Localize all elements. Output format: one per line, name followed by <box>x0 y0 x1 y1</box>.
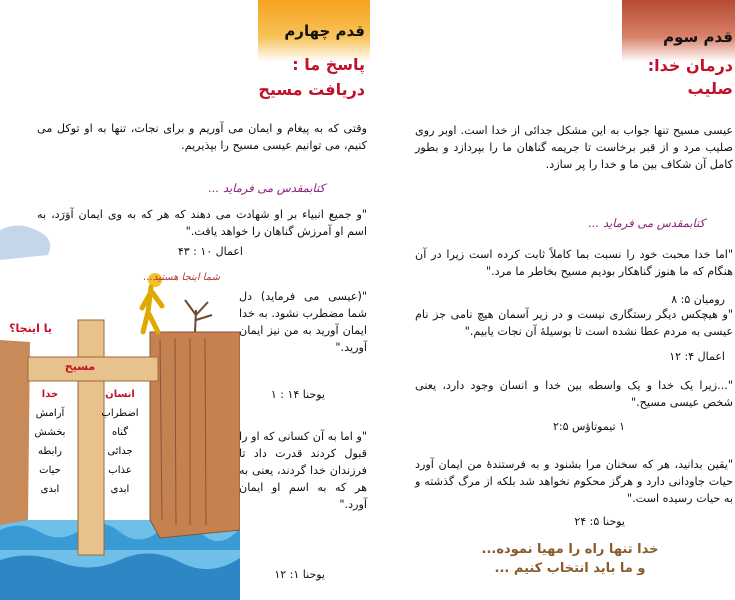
man-item: اضطراب <box>101 408 139 419</box>
left-verse1-ref: اعمال ۱۰ : ۴۳ <box>177 245 243 258</box>
right-verse1-text: "اما خدا محبت خود را نسبت بما کاملاً ثابت کرده است زیرا در آن هنگام که ما هنوز گناهکار بودیم مسیح بخاطر ما مرد." <box>415 248 733 278</box>
left-verse2-ref: یوحنا ۱۴ : ۱ <box>270 388 325 401</box>
god-item: آرامش <box>35 408 65 419</box>
man-column <box>98 385 142 499</box>
man-item: عذاب <box>108 465 132 476</box>
man-item: گناه <box>111 427 129 438</box>
left-verse3-ref: یوحنا ۱: ۱۲ <box>274 568 325 581</box>
right-verse4-ref: یوحنا ۵: ۲۴ <box>574 515 625 528</box>
left-verse3-text: "و اما به آن کسانی که او را قبول کردند قدرت داد تا فرزندان خدا گردند، یعنی به هر که به اسم او ایمان آورد." <box>239 430 367 511</box>
left-intro-text: وقتی که به پیغام و ایمان می آوریم و برای نجات، تنها به او توکل می کنیم، می توانیم عیسی مسیح را بپذیریم. <box>37 122 367 152</box>
man-item: ابدی <box>110 484 130 495</box>
closing-line2: و ما باید انتخاب کنیم ... <box>494 561 646 576</box>
god-item: ابدی <box>40 484 60 495</box>
right-title-line1: درمان خدا: <box>647 56 733 75</box>
left-verse2-text: "(عیسی می فرماید) دل شما مضطرب نشود. به خدا ایمان آورید به من نیز ایمان آورید." <box>239 290 367 354</box>
god-column <box>30 385 70 499</box>
cross-label: مسیح <box>64 360 96 373</box>
you-are-here-label: شما اینجا هستید... <box>143 272 220 283</box>
right-cliff <box>150 332 240 538</box>
left-title-line1: پاسخ ما : <box>292 55 365 74</box>
right-bible-says: کتابمقدس می فرماید ... <box>588 216 705 230</box>
man-item: جدائی <box>107 446 133 457</box>
right-verse3-text: "...زیرا یک خدا و یک واسطه بین خدا و انسان وجود دارد، یعنی شخص عیسی مسیح." <box>415 379 733 409</box>
right-verse2-text: "و هیچکس دیگر رستگاری نیست و در زیر آسمان هیچ نامی جز نام عیسی به مردم عطا نشده است تا بوسیلهٔ آن نجات یابیم." <box>415 308 733 338</box>
cloud-shape <box>0 225 50 260</box>
right-verse2-ref: اعمال ۴: ۱۲ <box>669 350 725 363</box>
or-here-label: یا اینجا؟ <box>9 322 52 335</box>
god-column-title: خدا <box>41 389 59 400</box>
tree <box>185 300 212 332</box>
left-step-label: قدم چهارم <box>284 22 365 40</box>
right-intro-text: عیسی مسیح تنها جواب به این مشکل جدائی از خدا است. اوبر روی صلیب مرد و از قبر برخاست تا جریمه گناهان ما را بپردازد و بطور کامل آن شکاف بین ما و خدا را پر سازد. <box>415 124 733 171</box>
closing-line1: خدا تنها راه را مهیا نموده... <box>481 542 659 557</box>
god-item: رابطه <box>38 446 62 457</box>
right-verse3-ref: ۱ تیموتاؤس ۲:۵ <box>552 420 625 433</box>
left-verse1-text: "و جمیع انبیاء بر او شهادت می دهند که هر که به وی ایمان آوَرَد، به اسم او آمرزش گناهان را خواهد یافت." <box>37 208 367 238</box>
god-item: بخشش <box>34 427 66 438</box>
right-verse1-ref: رومیان ۵: ۸ <box>671 293 725 306</box>
right-title-line2: صلیب <box>687 79 733 98</box>
left-bible-says: کتابمقدس می فرماید ... <box>208 181 325 195</box>
right-verse4-text: "یقین بدانید، هر که سخنان مرا بشنود و به فرستندهٔ من ایمان آورد حیات جاودانی دارد و هرگز محکوم نخواهد شد بلکه از مرگ گذشته و به حیات رسیده است." <box>415 458 733 505</box>
left-cliff <box>0 340 30 525</box>
god-item: حیات <box>39 465 61 476</box>
man-column-title: انسان <box>105 389 135 400</box>
right-step-label: قدم سوم <box>663 28 733 46</box>
left-title-line2: دریافت مسیح <box>258 80 365 99</box>
